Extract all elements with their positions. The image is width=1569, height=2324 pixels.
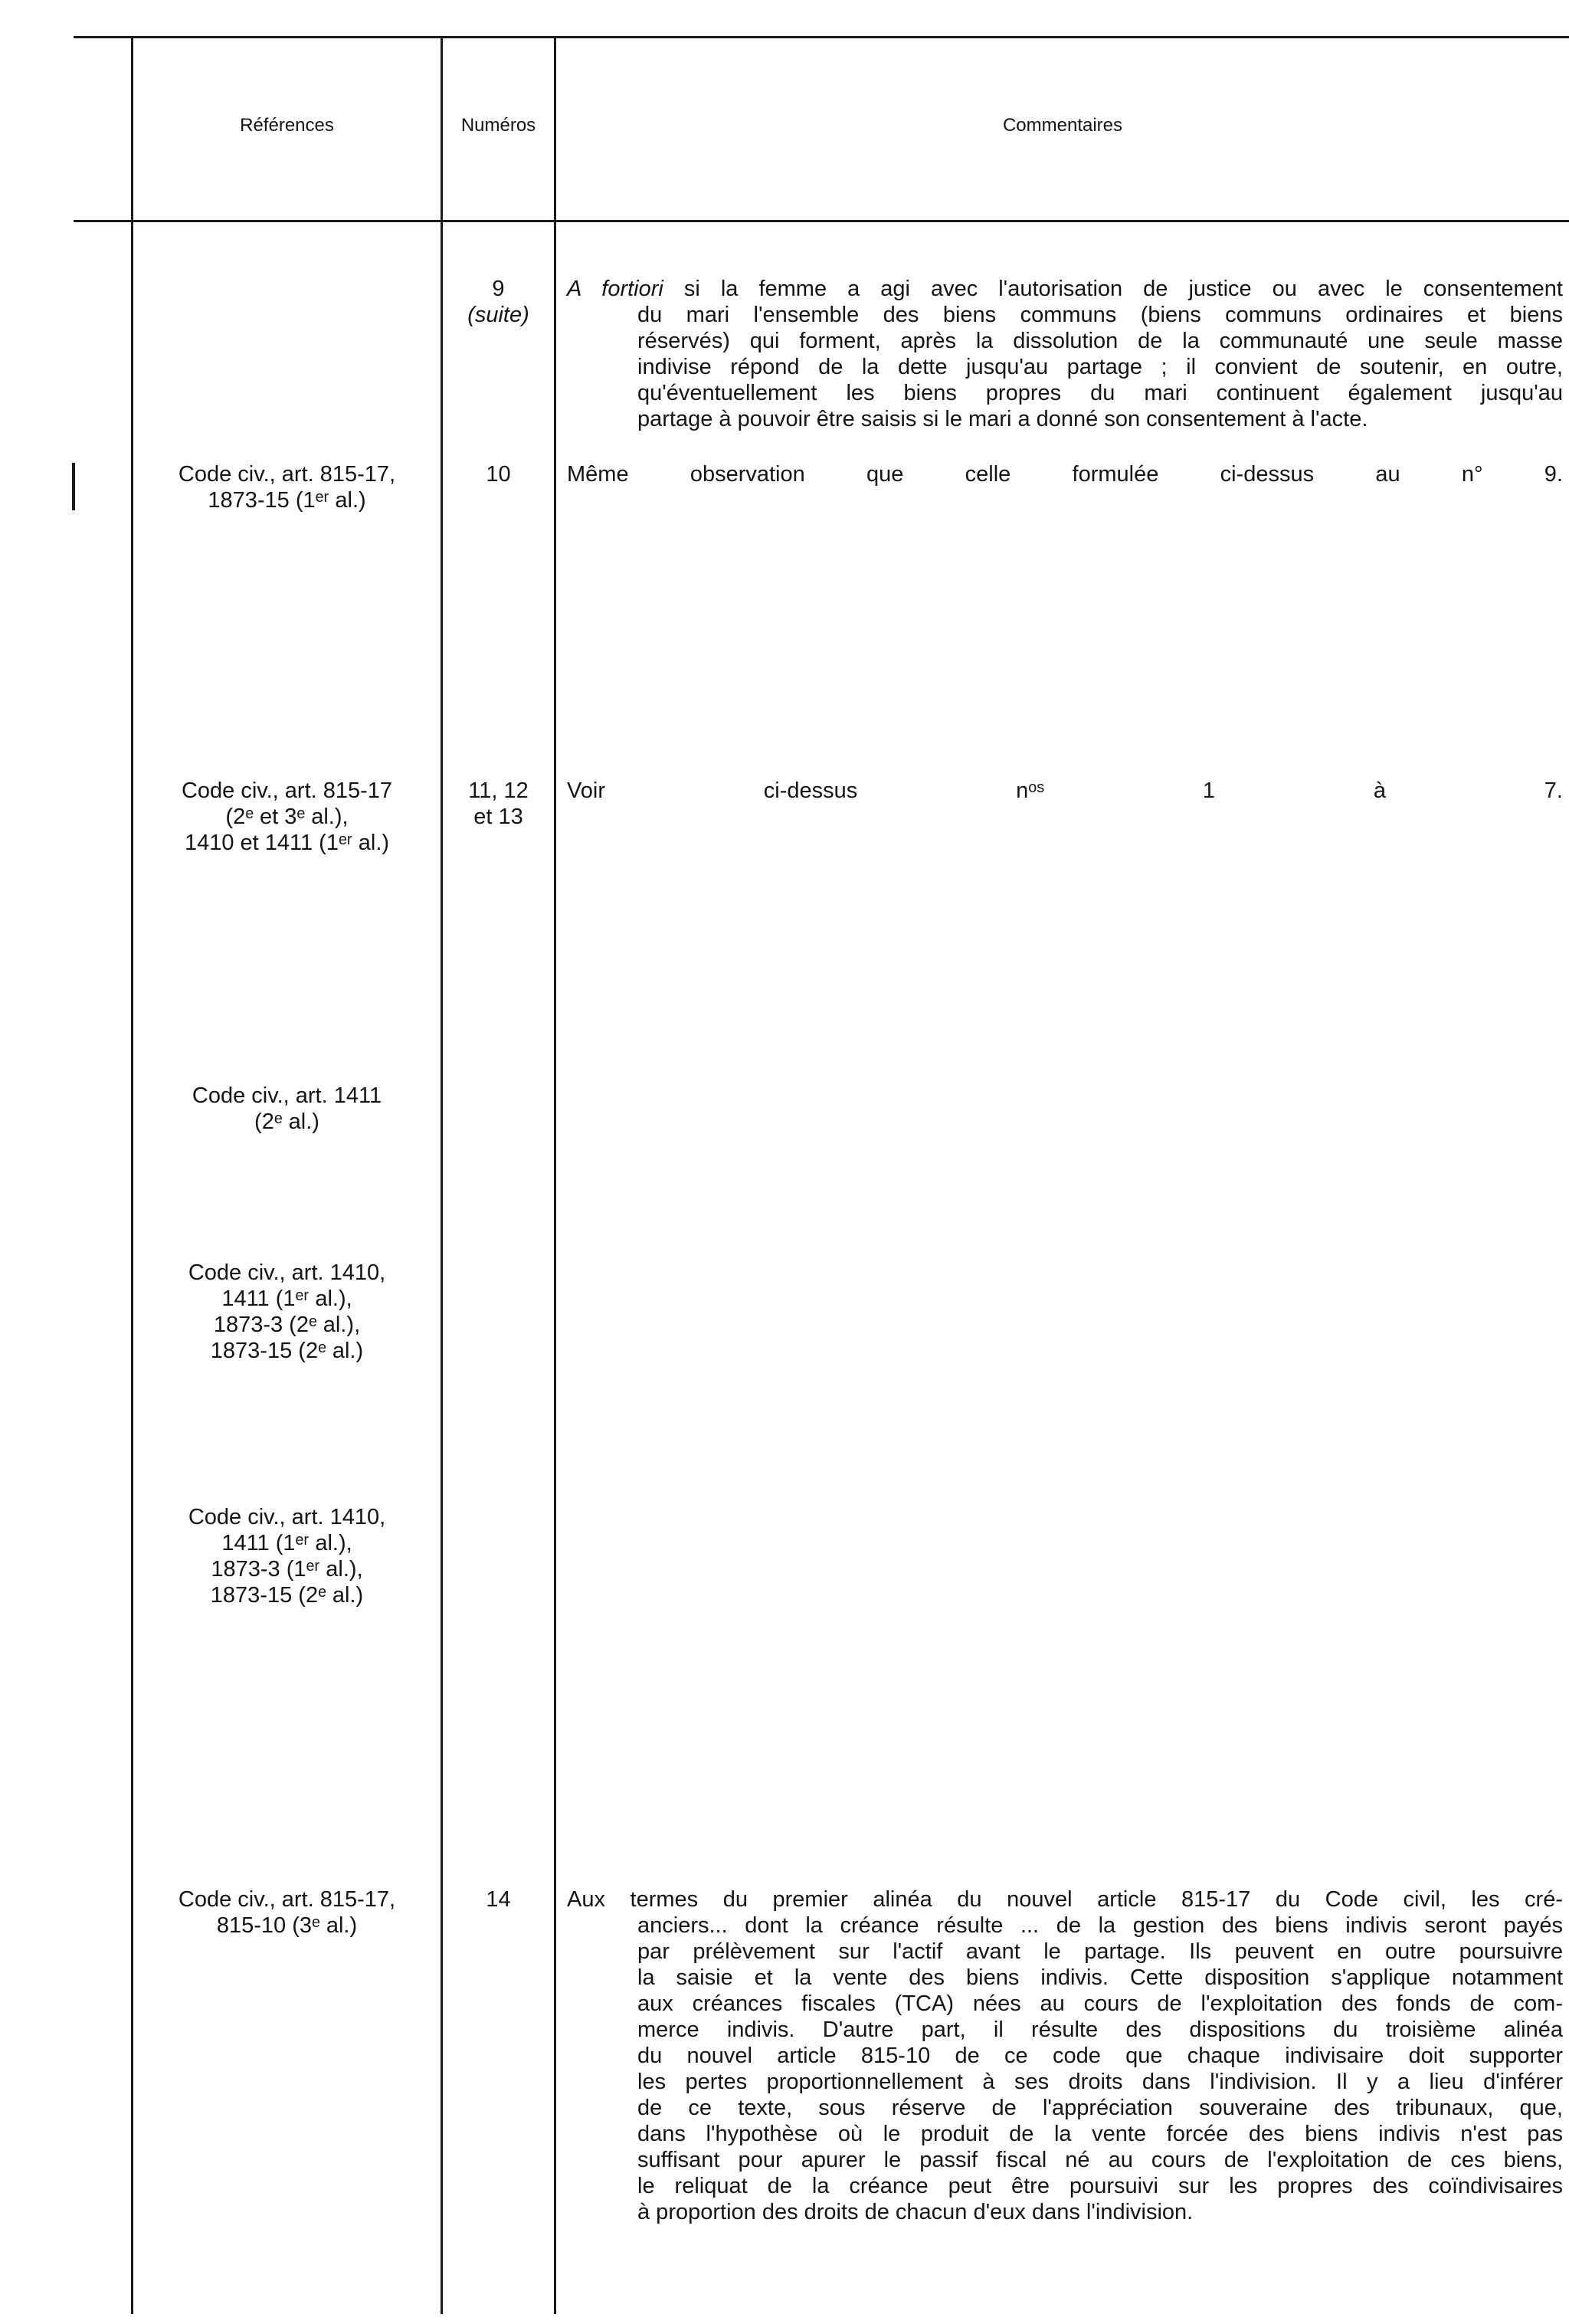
row-11-13-reference: Code civ., art. 815-17 (2ᵉ et 3ᵉ al.), 1410 et 1411 (1ᵉʳ al.)	[181, 778, 393, 855]
row-1410-reference-a: Code civ., art. 1410, 1411 (1ᵉʳ al.), 1873-3 (2ᵉ al.), 1873-15 (2ᵉ al.)	[188, 1260, 386, 1363]
row-11-13-commentaire: Voir ci-dessus nᵒˢ 1 à 7.	[567, 778, 1563, 803]
column-header-commentaires: Commentaires	[1002, 115, 1123, 136]
table-top-rule	[74, 36, 1569, 38]
row-14-numero: 14	[486, 1887, 511, 1912]
revision-margin-bar	[72, 463, 75, 510]
row-1410-reference-b: Code civ., art. 1410, 1411 (1ᵉʳ al.), 1873-3 (1ᵉʳ al.), 1873-15 (2ᵉ al.)	[188, 1505, 386, 1608]
lead-italic: A fortiori	[567, 277, 663, 301]
column-rule-left	[131, 36, 133, 2314]
row-1411-reference: Code civ., art. 1411 (2ᵉ al.)	[192, 1083, 382, 1134]
row-10-commentaire: Même observation que celle formulée ci-dessus au n° 9.	[567, 462, 1563, 487]
row-9-numero: 9 (suite)	[467, 277, 529, 327]
row-14-commentaire: Aux termes du premier alinéa du nouvel article 815-17 du Code civil, les cré- anciers... dont la créance résulte ... de la gestion des biens indivis seront payés par prélèvement sur l'actif avant le partage. Ils peuvent en outre poursuivre la saisie et la vente des biens indivis. Cette disposition s'applique notamment aux créances fiscales (TCA) nées au cours de l'exploitation des fonds de com- merce indivis. D'autre part, il résulte des dispositions du troisième alinéa du nouvel article 815-10 de ce code que chaque indivisaire doit supporter les pertes proportionnellement à ses droits dans l'indivision. Il y a lieu d'inférer de ce texte, sous réserve de l'appréciation souveraine des tribunaux, que, dans l'hypothèse où le produit de la vente forcée des biens indivis n'est pas suffisant pour apurer le passif fiscal né au cours de l'exploitation de ces biens, le reliquat de la créance peut être poursuivi sur les propres des coïndivisaires à proportion des droits de chacun d'eux dans l'indivision.	[567, 1887, 1563, 2224]
column-header-references: Références	[240, 115, 334, 136]
row-11-13-numero: 11, 12 et 13	[468, 778, 529, 829]
row-14-reference: Code civ., art. 815-17, 815-10 (3ᵉ al.)	[178, 1887, 396, 1938]
row-10-numero: 10	[486, 462, 511, 487]
column-header-numeros: Numéros	[460, 115, 536, 136]
row-10-reference: Code civ., art. 815-17, 1873-15 (1ᵉʳ al.)	[178, 462, 396, 513]
column-rule-references	[441, 36, 443, 2314]
row-9-commentaire: A fortiori si la femme a agi avec l'autorisation de justice ou avec le consentement du mari l'ensemble des biens communs (biens communs ordinaires et biens réservés) qui forment, après la dissolution de la communauté une seule masse indivise répond de la dette jusqu'au partage ; il convient de soutenir, en outre, qu'éventuellement les biens propres du mari continuent également jusqu'au partage à pouvoir être saisis si le mari a donné son consentement à l'acte.	[567, 277, 1563, 431]
header-bottom-rule	[74, 220, 1569, 222]
column-rule-numeros	[554, 36, 556, 2314]
